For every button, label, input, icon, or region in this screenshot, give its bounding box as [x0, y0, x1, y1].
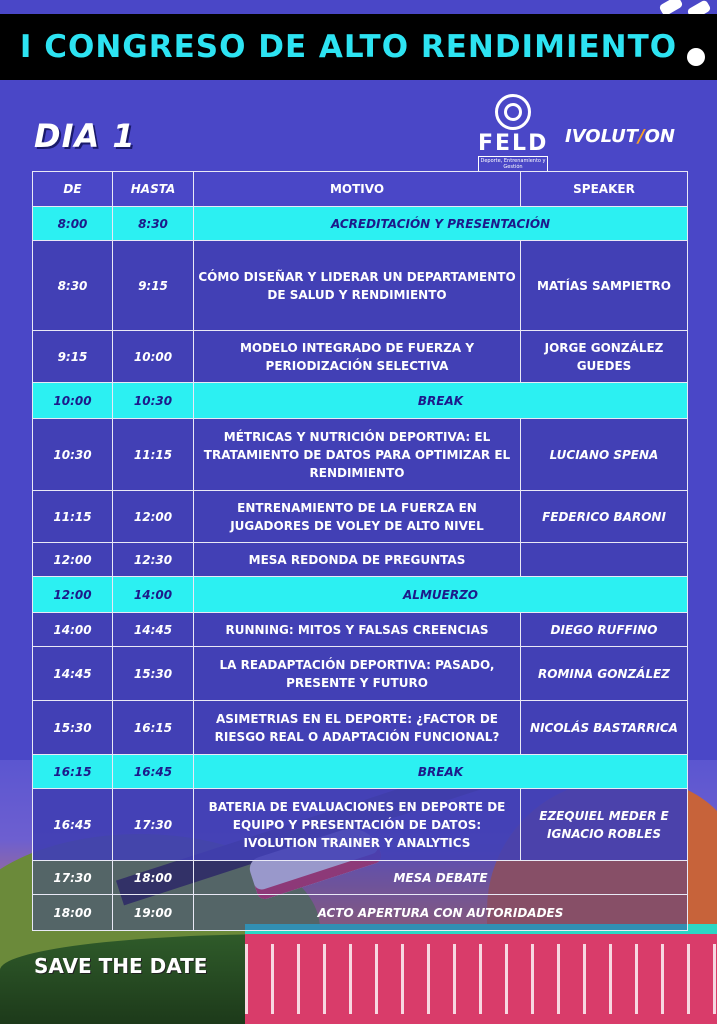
cell-motivo: BREAK [194, 383, 688, 419]
cell-speaker: ROMINA GONZÁLEZ [521, 647, 688, 701]
cell-speaker: NICOLÁS BASTARRICA [521, 701, 688, 755]
break-row [33, 755, 688, 789]
cell-hasta: 14:00 [113, 577, 194, 613]
cell-motivo: ENTRENAMIENTO DE LA FUERZA EN JUGADORES DE VOLEY DE ALTO NIVEL [194, 491, 521, 543]
cell-hasta: 8:30 [113, 207, 194, 241]
cell-motivo: MESA REDONDA DE PREGUNTAS [194, 543, 521, 577]
cell-de: 16:15 [33, 755, 113, 789]
cell-speaker: LUCIANO SPENA [521, 419, 688, 491]
cell-motivo: ASIMETRIAS EN EL DEPORTE: ¿FACTOR DE RIESGO REAL O ADAPTACIÓN FUNCIONAL? [194, 701, 521, 755]
cell-de: 8:00 [33, 207, 113, 241]
sparkle-icon [687, 48, 705, 66]
col-header-hasta: HASTA [113, 172, 194, 207]
cell-hasta: 19:00 [113, 895, 194, 931]
cell-motivo: ALMUERZO [194, 577, 688, 613]
cell-de: 10:30 [33, 419, 113, 491]
cell-hasta: 15:30 [113, 647, 194, 701]
cell-hasta: 11:15 [113, 419, 194, 491]
cell-motivo: BREAK [194, 755, 688, 789]
cell-hasta: 17:30 [113, 789, 194, 861]
cell-speaker: MATÍAS SAMPIETRO [521, 241, 688, 331]
break-row [33, 207, 688, 241]
cell-motivo: ACTO APERTURA CON AUTORIDADES [194, 895, 688, 931]
cell-motivo: MÉTRICAS Y NUTRICIÓN DEPORTIVA: EL TRATAMIENTO DE DATOS PARA OPTIMIZAR EL RENDIMIENTO [194, 419, 521, 491]
break-row [33, 383, 688, 419]
table-row [33, 331, 688, 383]
cell-motivo: MODELO INTEGRADO DE FUERZA Y PERIODIZACIÓN SELECTIVA [194, 331, 521, 383]
day-label: DIA 1 [34, 117, 136, 155]
cell-speaker: EZEQUIEL MEDER E IGNACIO ROBLES [521, 789, 688, 861]
cell-hasta: 9:15 [113, 241, 194, 331]
break-row [33, 895, 688, 931]
cell-de: 15:30 [33, 701, 113, 755]
feld-rings-icon [495, 94, 531, 130]
cell-de: 10:00 [33, 383, 113, 419]
table-row [33, 241, 688, 331]
cell-motivo: CÓMO DISEÑAR Y LIDERAR UN DEPARTAMENTO DE SALUD Y RENDIMIENTO [194, 241, 521, 331]
cell-hasta: 16:15 [113, 701, 194, 755]
feld-tagline: Deporte, Entrenamiento y Gestión [478, 156, 548, 172]
cell-hasta: 16:45 [113, 755, 194, 789]
break-row [33, 861, 688, 895]
cell-de: 17:30 [33, 861, 113, 895]
ivolution-logo-slash: / [638, 126, 645, 147]
cell-de: 14:00 [33, 613, 113, 647]
cell-de: 8:30 [33, 241, 113, 331]
cell-speaker [521, 543, 688, 577]
cell-speaker: JORGE GONZÁLEZ GUEDES [521, 331, 688, 383]
cell-hasta: 12:00 [113, 491, 194, 543]
title-bar [0, 14, 717, 80]
cell-speaker: DIEGO RUFFINO [521, 613, 688, 647]
cell-motivo: RUNNING: MITOS Y FALSAS CREENCIAS [194, 613, 521, 647]
table-row [33, 543, 688, 577]
ivolution-logo [565, 126, 675, 147]
cell-de: 11:15 [33, 491, 113, 543]
cell-de: 14:45 [33, 647, 113, 701]
cell-hasta: 12:30 [113, 543, 194, 577]
col-header-de: DE [33, 172, 113, 207]
feld-logo [478, 94, 548, 172]
cell-hasta: 14:45 [113, 613, 194, 647]
break-row [33, 577, 688, 613]
table-header-row [33, 172, 688, 207]
table-row [33, 419, 688, 491]
cell-motivo: MESA DEBATE [194, 861, 688, 895]
cell-hasta: 10:30 [113, 383, 194, 419]
table-row [33, 701, 688, 755]
cell-de: 12:00 [33, 577, 113, 613]
cell-de: 12:00 [33, 543, 113, 577]
cell-de: 18:00 [33, 895, 113, 931]
ivolution-logo-post: ON [644, 126, 675, 147]
col-header-motivo: MOTIVO [194, 172, 521, 207]
cell-speaker: FEDERICO BARONI [521, 491, 688, 543]
ivolution-logo-pre: IVOLUT [565, 126, 638, 147]
cell-motivo: BATERIA DE EVALUACIONES EN DEPORTE DE EQUIPO Y PRESENTACIÓN DE DATOS: IVOLUTION TRAINER Y ANALYTICS [194, 789, 521, 861]
feld-name: FELD [478, 131, 549, 156]
col-header-speaker: SPEAKER [521, 172, 688, 207]
cell-de: 9:15 [33, 331, 113, 383]
cell-de: 16:45 [33, 789, 113, 861]
cell-hasta: 10:00 [113, 331, 194, 383]
page-title: I CONGRESO DE ALTO RENDIMIENTO [19, 29, 678, 65]
table-row [33, 647, 688, 701]
cell-hasta: 18:00 [113, 861, 194, 895]
stadium-columns [245, 944, 717, 1014]
cell-motivo: LA READAPTACIÓN DEPORTIVA: PASADO, PRESENTE Y FUTURO [194, 647, 521, 701]
table-row [33, 613, 688, 647]
table-row [33, 789, 688, 861]
agenda-table [32, 171, 688, 931]
save-the-date: SAVE THE DATE [34, 954, 208, 978]
table-row [33, 491, 688, 543]
cell-motivo: ACREDITACIÓN Y PRESENTACIÓN [194, 207, 688, 241]
